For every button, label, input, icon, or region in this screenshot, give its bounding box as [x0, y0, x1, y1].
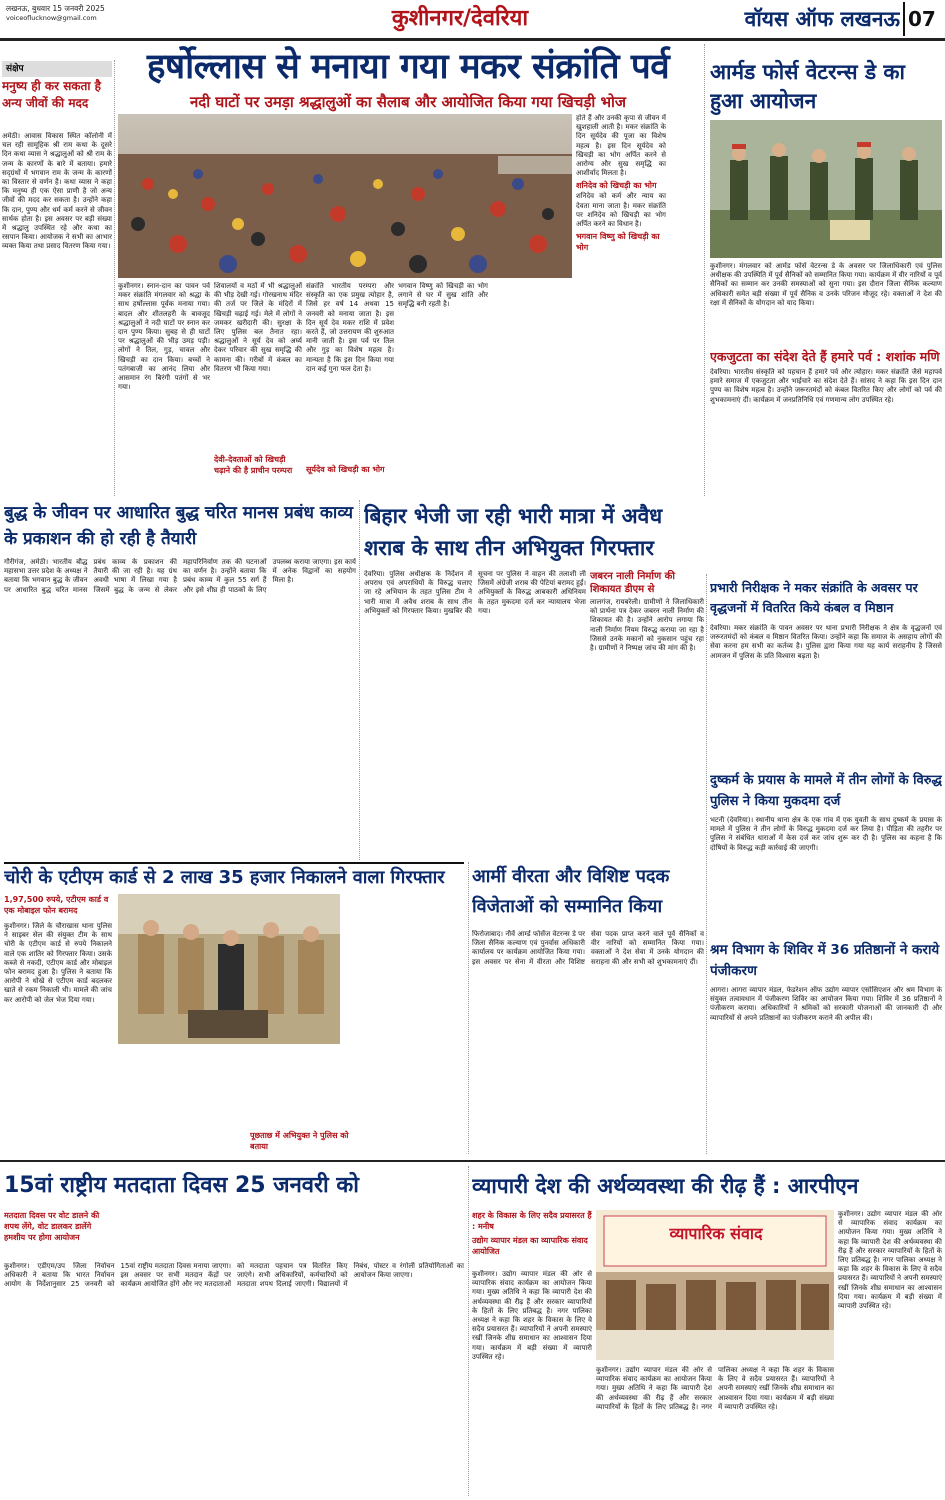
- armed-photo: [710, 120, 942, 258]
- nali-box: [590, 570, 704, 860]
- atm-body: कुशीनगर। जिले के चौराखास थाना पुलिस ने साइबर सेल की संयुक्त टीम के साथ चोरी के एटीएम कार्ड से रुपये निकालने वाले एक शातिर को गिरफ्तार किया। उसके कब्जे से नकदी, एटीएम कार्ड और मोबाइल फोन बरामद हुआ है। पुलिस ने बताया कि आरोपी ने धोखे से एटीएम कार्ड बदलकर खाते से रकम निकाली थी। मामले की जांच कर आरोपी को जेल भेज दिया गया।: [4, 922, 112, 1004]
- buddh-headline: बुद्ध के जीवन पर आधारित बुद्ध चरित मानस प्रबंध काव्य के प्रकाशन की हो रही है तैयारी: [4, 503, 353, 549]
- atm-bullet: 1,97,500 रुपये, एटीएम कार्ड व एक मोबाइल फोन बरामद: [4, 895, 109, 915]
- divider: [468, 1166, 469, 1496]
- atm-headline: चोरी के एटीएम कार्ड से 2 लाख 35 हजार निकालने वाला गिरफ्तार: [4, 862, 464, 890]
- matdata-headline: 15वां राष्ट्रीय मतदाता दिवस 25 जनवरी को: [4, 1173, 359, 1198]
- vyapari-headline: व्यापारी देश की अर्थव्यवस्था की रीढ़ हैं : आरपीएन: [472, 1174, 859, 1198]
- makar-col2-text: शिवालयों व मठों में भी श्रद्धालुओं की भीड़ देखी गई। गोरखनाथ मंदिर की तर्ज पर जिले के मंदिरों में खिचड़ी चढ़ाई गई। मेले में लोगों ने जमकर खरीदारी की। सुरक्षा के लिए पुलिस बल तैनात रहा। श्रद्धालुओं ने सूर्य देव को अर्घ्य देकर परिवार की सुख समृद्धि की कामना की। गरीबों में कंबल का वितरण भी किया गया।: [214, 282, 302, 373]
- makar-col3: [306, 282, 394, 494]
- divider: [114, 60, 115, 496]
- bihar-body: देवरिया। पुलिस अधीक्षक के निर्देशन में अपराध एवं अपराधियों के विरुद्ध चलाए जा रहे अभियान के तहत पुलिस टीम ने भारी मात्रा में अवैध शराब के साथ तीन अभियुक्तों को गिरफ्तार किया। मुखबिर की सूचना पर पुलिस ने वाहन की तलाशी ली जिसमें अंग्रेजी शराब की पेटियां बरामद हुईं। अभियुक्तों के विरुद्ध आबकारी अधिनियम के तहत मुकदमा दर्ज कर न्यायालय भेजा गया।: [364, 570, 586, 615]
- makar-subhead: नदी घाटों पर उमड़ा श्रद्धालुओं का सैलाब और आयोजित किया गया खिचड़ी भोज: [189, 93, 627, 111]
- ekjut-headline: एकजुटता का संदेश देते हैं हमारे पर्व : शशांक मणि: [710, 349, 940, 364]
- vyapari-bullets: [472, 1210, 592, 1266]
- vyapari-body-3: कुशीनगर। उद्योग व्यापार मंडल की ओर से व्यापारिक संवाद कार्यक्रम का आयोजन किया गया। मुख्य अतिथि ने कहा कि व्यापारी देश की अर्थव्यवस्था की रीढ़ हैं और सरकार व्यापारियों के हितों के लिए प्रतिबद्ध है। नगर पालिका अध्यक्ष ने कहा कि शहर के विकास के लिए वे सदैव प्रयासरत हैं। व्यापारियों ने अपनी समस्याएं रखीं जिनके शीघ्र समाधान का आश्वासन दिया गया। कार्यक्रम में बड़ी संख्या में व्यापारी उपस्थित रहे।: [596, 1366, 834, 1411]
- date-line: लखनऊ, बुधवार 15 जनवरी 2025: [6, 4, 105, 13]
- makar-col3b-text: भगवान विष्णु को खिचड़ी का भोग लगाने से घर में सुख शांति और समृद्धि बनी रहती है।: [398, 282, 488, 309]
- army-headline: आर्मी वीरता और विशिष्ट पदक विजेताओं को सम्मानित किया: [472, 866, 670, 917]
- makar-col3-sub: सूर्यदेव को खिचड़ी का भोग: [306, 465, 385, 474]
- army-body: फिरोजाबाद। नौवें आर्म्ड फोर्सेज वेटरन्स डे पर जिला सैनिक कल्याण एवं पुनर्वास अधिकारी कार्यालय पर कार्यक्रम आयोजित किया गया। इस अवसर पर सेना में वीरता और विशिष्ट सेवा पदक प्राप्त करने वाले पूर्व सैनिकों व वीर नारियों को सम्मानित किया गया। वक्ताओं ने देश सेवा में उनके योगदान की सराहना की और सभी को शुभकामनाएं दीं।: [472, 930, 704, 966]
- masthead-rule: [0, 38, 945, 41]
- shram-headline: श्रम विभाग के शिविर में 36 प्रतिष्ठानों ने कराये पंजीकरण: [710, 942, 940, 979]
- sankshep-headline: मनुष्य ही कर सकता है अन्य जीवों की मदद: [2, 79, 102, 110]
- page-number: 07: [903, 2, 943, 36]
- makar-col3b: [398, 282, 488, 494]
- vyapari-bullet-2: उद्योग व्यापार मंडल का व्यापारिक संवाद आयोजित: [472, 1236, 588, 1256]
- section-title: कुशीनगर/देवरिया: [391, 6, 529, 31]
- divider: [706, 574, 707, 1154]
- makar-col4-sub: शनिदेव को खिचड़ी का भोग: [576, 181, 657, 191]
- armed-headline: आर्मड फोर्स वेटरन्स डे का हुआ आयोजन: [710, 60, 905, 113]
- dushkarm-headline: दुष्कर्म के प्रयास के मामले में तीन लोगों के विरुद्ध पुलिस ने किया मुकदमा दर्ज: [710, 773, 942, 809]
- makar-col4b-text: शनिदेव को कर्म और न्याय का देवता माना जाता है। मकर संक्रांति पर शनिदेव को खिचड़ी का भोग अर्पित करने का विधान है।: [576, 192, 666, 229]
- dushkarm-body: भटनी (देवरिया)। स्थानीय थाना क्षेत्र के एक गांव में एक युवती के साथ दुष्कर्म के प्रयास के मामले में पुलिस ने तीन लोगों के विरुद्ध मुकदमा दर्ज कर लिया है। पीड़िता की तहरीर पर पुलिस ने संबंधित धाराओं में केस दर्ज कर जांच शुरू कर दी है। पुलिस का कहना है कि दोषियों के विरुद्ध कड़ी कार्रवाई की जाएगी।: [710, 816, 942, 852]
- atm-photo: [118, 894, 340, 1044]
- makar-col3-text: संक्रांति भारतीय परम्परा और संस्कृति का एक प्रमुख त्योहार है, जिसे हर वर्ष 14 अथवा 15 जनवरी को मनाया जाता है। इस दिन सूर्य देव मकर राशि में प्रवेश करते हैं, जो उत्तरायण की शुरुआत मानी जाती है। इस पर्व पर तिल और गुड़ का विशेष महत्व है। मान्यता है कि इस दिन किया गया दान कई गुना फल देता है।: [306, 282, 394, 373]
- makar-col4-sub2: भगवान विष्णु को खिचड़ी का भोग: [576, 232, 660, 253]
- makar-col4: [576, 114, 666, 494]
- prabhari-body: देवरिया। मकर संक्रांति के पावन अवसर पर थाना प्रभारी निरीक्षक ने क्षेत्र के वृद्धजनों एवं जरूरतमंदों को कंबल व मिष्ठान वितरित किया। उन्होंने कहा कि समाज के असहाय लोगों की सेवा करना हम सभी का कर्तव्य है। पुलिस द्वारा किया गया यह कार्य सराहनीय है जिससे आमजन में पुलिस के प्रति विश्वास बढ़ता है।: [710, 624, 942, 660]
- armed-body: कुशीनगर। मंगलवार को आर्मड फोर्स वेटरन्स डे के अवसर पर जिलाधिकारी एवं पुलिस अधीक्षक की उपस्थिति में पूर्व सैनिकों को सम्मानित किया गया। कार्यक्रम में वीर नारियों व पूर्व सैनिकों का सम्मान कर उनकी समस्याओं को सुना गया। इस दौरान जिला सैनिक कल्याण अधिकारी समेत बड़ी संख्या में पूर्व सैनिक व उनके परिजन मौजूद रहे। वक्ताओं ने देश की रक्षा में सैनिकों के योगदान को याद किया।: [710, 262, 942, 307]
- makar-col2-sub: देवी-देवताओं को खिचड़ी चढ़ाने की है प्राचीन परम्परा: [214, 455, 293, 475]
- shram-body: आगरा। आगरा व्यापार मंडल, फेडरेशन ऑफ उद्योग व्यापार एसोसिएशन और श्रम विभाग के संयुक्त तत्वावधान में पंजीकरण शिविर का आयोजन किया गया। शिविर में 36 प्रतिष्ठानों ने पंजीकरण कराया। अधिकारियों ने श्रमिकों को सरकारी योजनाओं की जानकारी दी और व्यापारियों से अपने प्रतिष्ठानों का पंजीकरण कराने की अपील की।: [710, 986, 942, 1022]
- section-rule: [0, 1160, 945, 1162]
- divider: [359, 500, 360, 860]
- divider: [704, 44, 705, 496]
- vyapari-body-1: कुशीनगर। उद्योग व्यापार मंडल की ओर से व्यापारिक संवाद कार्यक्रम का आयोजन किया गया। मुख्य अतिथि ने कहा कि व्यापारी देश की अर्थव्यवस्था की रीढ़ हैं और सरकार व्यापारियों के हितों के लिए प्रतिबद्ध है। नगर पालिका अध्यक्ष ने कहा कि शहर के विकास के लिए वे सदैव प्रयासरत हैं। व्यापारियों ने अपनी समस्याएं रखीं जिनके शीघ्र समाधान का आश्वासन दिया गया। कार्यक्रम में बड़ी संख्या में व्यापारी उपस्थित रहे।: [472, 1270, 592, 1361]
- buddh-body: गौरीगंज, अमेठी। भारतीय बौद्ध महासभा उत्तर प्रदेश के अध्यक्ष ने बताया कि भगवान बुद्ध के जीवन पर आधारित बुद्ध चरित मानस प्रबंध काव्य के प्रकाशन की तैयारी की जा रही है। यह ग्रंथ अवधी भाषा में लिखा गया है जिसमें बुद्ध के जन्म से लेकर महापरिनिर्वाण तक की घटनाओं का वर्णन है। उन्होंने बताया कि प्रबंध काव्य में कुल 55 सर्ग हैं और इसे शीघ्र ही पाठकों के लिए उपलब्ध कराया जाएगा। इस कार्य में अनेक विद्वानों का सहयोग मिला है।: [4, 558, 356, 594]
- matdata-bullet: मतदाता दिवस पर वोट डालने की शपथ लेंगे, वोट डालकर डालेंगे हमशीय पर होगा आयोजन: [4, 1211, 100, 1242]
- email: voiceoflucknow@gmail.com: [6, 14, 97, 22]
- sankshep-label: संक्षेप: [2, 61, 112, 77]
- nali-body: लालगंज, रायबरेली। ग्रामीणों ने जिलाधिकारी को प्रार्थना पत्र देकर जबरन नाली निर्माण की शिकायत की है। उन्होंने आरोप लगाया कि नाली निर्माण नियम विरुद्ध कराया जा रहा है जिससे उनके मकानों को नुकसान पहुंच रहा है। ग्रामीणों ने निष्पक्ष जांच की मांग की है।: [590, 598, 704, 653]
- vyapari-body-2: कुशीनगर। उद्योग व्यापार मंडल की ओर से व्यापारिक संवाद कार्यक्रम का आयोजन किया गया। मुख्य अतिथि ने कहा कि व्यापारी देश की अर्थव्यवस्था की रीढ़ हैं और सरकार व्यापारियों के हितों के लिए प्रतिबद्ध है। नगर पालिका अध्यक्ष ने कहा कि शहर के विकास के लिए वे सदैव प्रयासरत हैं। व्यापारियों ने अपनी समस्याएं रखीं जिनके शीघ्र समाधान का आश्वासन दिया गया। कार्यक्रम में बड़ी संख्या में व्यापारी उपस्थित रहे।: [838, 1210, 942, 1311]
- vyapari-bullet-1: शहर के विकास के लिए सदैव प्रयासरत हैं : मनीष: [472, 1211, 592, 1231]
- divider: [468, 862, 469, 1154]
- vyapari-photo: [596, 1210, 834, 1360]
- vyapari-banner: व्यापारिक संवाद: [669, 1224, 763, 1243]
- bihar-headline: बिहार भेजी जा रही भारी मात्रा में अवैध शराब के साथ तीन अभियुक्त गिरफ्तार: [364, 504, 663, 560]
- atm-sub: पूछताछ में अभियुक्त ने पुलिस को बताया: [250, 1131, 349, 1151]
- crowd-photo: [118, 114, 572, 278]
- makar-headline: हर्षोल्लास से मनाया गया मकर संक्रांति पर्व: [146, 47, 670, 87]
- sankshep-body: अमेठी। आवास विकास स्थित कॉलोनी में चल रही सामूहिक श्री राम कथा के दूसरे दिन कथा व्यास ने श्रद्धालुओं को श्री राम के जन्म के कारणों के बारे में बताया। हमारे सद्ग्रंथों में भगवान राम के जन्म के कारणों का विस्तार से वर्णन है। कथा व्यास ने कहा कि मनुष्य ही एक ऐसा प्राणी है जो अन्य जीवों की मदद कर सकता है। उन्होंने कहा कि दान, पुण्य और धर्म कर्म करने से जीवन सार्थक होता है। इस अवसर पर बड़ी संख्या में श्रद्धालु उपस्थित रहे और कथा का रसपान किया। आयोजक ने सभी का आभार व्यक्त किया तथा प्रसाद वितरण किया गया।: [2, 132, 112, 251]
- makar-col1: कुशीनगर। स्नान-दान का पावन पर्व मकर संक्रांति मंगलवार को श्रद्धा के साथ हर्षोल्लास पूर्वक मनाया गया। बादल और शीतलहरी के बावजूद श्रद्धालुओं ने नदी घाटों पर स्नान कर दान पुण्य किया। सुबह से ही घाटों पर श्रद्धालुओं की भीड़ उमड़ पड़ी। लोगों ने तिल, गुड़, चावल और खिचड़ी का दान किया। बच्चों ने पतंगबाजी का आनंद लिया और आसमान रंग बिरंगी पतंगों से भर गया।: [118, 282, 210, 392]
- makar-col4-text: होते हैं और उनकी कृपा से जीवन में खुशहाली आती है। मकर संक्रांति के दिन सूर्यदेव की पूजा का विशेष महत्व है। इस दिन सूर्यदेव को खिचड़ी का भोग अर्पित करने से आरोग्य और सुख समृद्धि का आशीर्वाद मिलता है।: [576, 114, 666, 178]
- ekjut-body: देवरिया। भारतीय संस्कृति को पहचान हैं हमारे पर्व और त्योहार। मकर संक्रांति जैसे महापर्व हमारे समाज में एकजुटता और भाईचारे का संदेश देते हैं। सांसद ने कहा कि इस दिन दान पुण्य का विशेष महत्व है। उन्होंने जरूरतमंदों को कंबल वितरित किए और लोगों को पर्व की शुभकामनाएं दीं। कार्यक्रम में जनप्रतिनिधि एवं गणमान्य लोग उपस्थित रहे।: [710, 368, 942, 404]
- matdata-body: कुशीनगर। एडीएम/उप जिला निर्वाचन अधिकारी ने बताया कि भारत निर्वाचन आयोग के निर्देशानुसार 25 जनवरी को 15वां राष्ट्रीय मतदाता दिवस मनाया जाएगा। इस अवसर पर सभी मतदान केंद्रों पर कार्यक्रम आयोजित होंगे और नए मतदाताओं को मतदाता पहचान पत्र वितरित किए जाएंगे। सभी अधिकारियों, कर्मचारियों को मतदाता शपथ दिलाई जाएगी। विद्यालयों में निबंध, पोस्टर व रंगोली प्रतियोगिताओं का आयोजन किया जाएगा।: [4, 1262, 464, 1289]
- masthead-left: [6, 4, 166, 32]
- prabhari-headline: प्रभारी निरीक्षक ने मकर संक्रांति के अवसर पर वृद्धजनों में वितरित किये कंबल व मिष्ठान: [710, 580, 918, 615]
- paper-name: वॉयस ऑफ लखनऊ: [744, 7, 900, 31]
- nali-headline: जबरन नाली निर्माण की शिकायत डीएम से: [590, 571, 675, 595]
- makar-col2: [214, 282, 302, 494]
